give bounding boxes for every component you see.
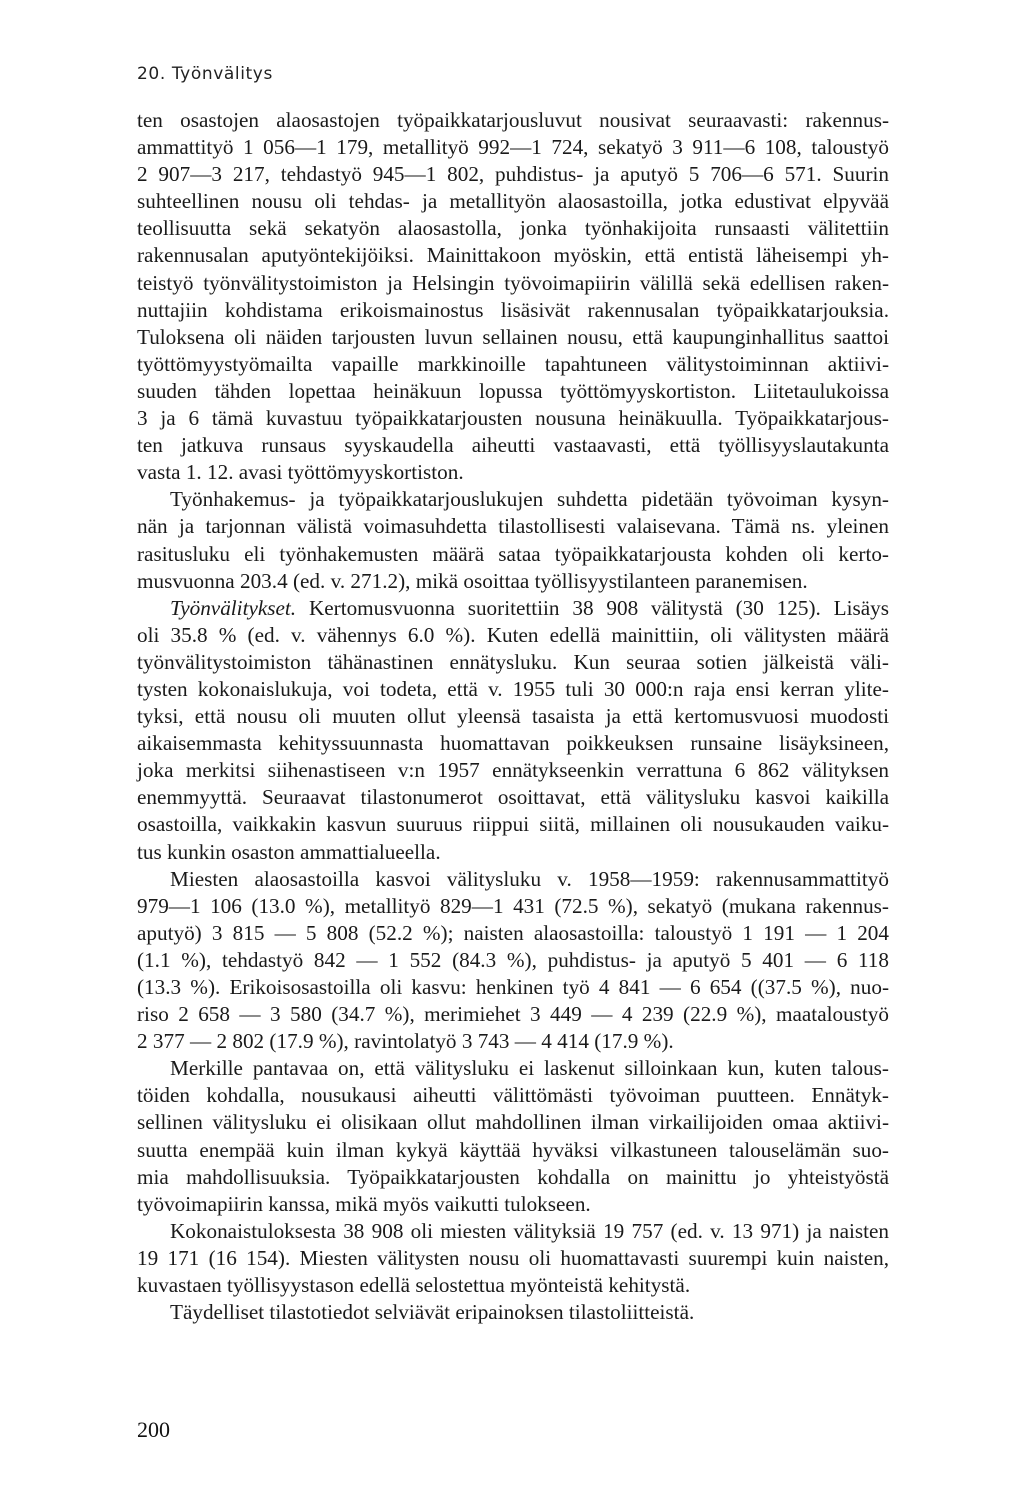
text-line: työnvälitystoimiston tähänastinen ennätysluku. Kun seuraa sotien jälkeistä väli- [137,649,889,674]
text-line: mia mahdollisuuksia. Työpaikkatarjousten kohdalla on mainittu jo yhteistyöstä [137,1164,889,1189]
text-line: vasta 1. 12. avasi työttömyyskortiston. [137,460,464,485]
text-line: oli 35.8 % (ed. v. vähennys 6.0 %). Kuten edellä mainittiin, oli välitysten määrä [137,622,889,647]
text-line: 3 ja 6 tämä kuvastuu työpaikkatarjousten nousuna heinäkuulla. Työpaikkatarjous- [137,406,889,431]
text-line: suhteellinen nousu oli tehdas- ja metallityön alaosastoilla, jotka edustivat elpyvää [137,189,889,214]
text-line: (1.1 %), tehdastyö 842 — 1 552 (84.3 %), puhdistus- ja aputyö 5 401 — 6 118 [137,947,889,972]
text-line: ten jatkuva runsaus syyskaudella aiheutti vastaavasti, että työllisyyslautakunta [137,433,889,458]
page-number: 200 [137,1417,170,1442]
text-line: 2 377 — 2 802 (17.9 %), ravintolatyö 3 743 — 4 414 (17.9 %). [137,1029,674,1054]
text-line: aikaisemmasta kehityssuunnasta huomattavan poikkeuksen runsaine lisäyksineen, [137,731,889,756]
text-line: Merkille pantavaa on, että välitysluku ei laskenut silloinkaan kun, kuten talous- [170,1056,889,1081]
text-line: Työnhakemus- ja työpaikkatarjouslukujen suhdetta pidetään työvoiman kysyn- [170,487,889,512]
text-line: Tuloksena oli näiden tarjousten luvun sellainen nousu, että kaupunginhallitus saattoi [137,324,889,349]
paragraph-3 [137,595,889,866]
paragraph-1 [137,107,889,486]
text-line: suutta enempää kuin ilman kykyä käyttää hyväksi vilkastuneen talouselämän suo- [137,1137,889,1162]
paragraph-7 [137,1299,889,1326]
text-line: ten osastojen alaosastojen työpaikkatarjousluvut nousivat seuraavasti: rakennus- [137,108,889,132]
text-line: tus kunkin osaston ammattialueella. [137,839,441,864]
text-line: 19 171 (16 154). Miesten välitysten nousu oli huomattavasti suurempi kuin naisten, [137,1245,889,1270]
text-line: osastoilla, vaikkakin kasvun suuruus riippui siitä, millainen oli nousukauden vaiku- [137,812,889,837]
text-line: Kokonaistuloksesta 38 908 oli miesten välityksiä 19 757 (ed. v. 13 971) ja naisten [170,1218,889,1243]
paragraph-4 [137,866,889,1056]
text-line: Täydelliset tilastotiedot selviävät eripainoksen tilastoliitteistä. [170,1300,695,1325]
text-line: Miesten alaosastoilla kasvoi välitysluku v. 1958—1959: rakennusammattityö [170,866,889,891]
text-line: enemmyyttä. Seuraavat tilastonumerot osoittavat, että välitysluku kasvoi kaikilla [137,785,889,810]
text-line: työttömyystyömailta vapaille markkinoille tapahtuneen välitystoiminnan aktiivi- [137,351,889,376]
text-line: rakennusalan aputyöntekijöiksi. Mainittakoon myöskin, että entistä läheisempi yh- [137,243,889,268]
text-line: joka merkitsi siihenastiseen v:n 1957 ennätykseenkin verrattuna 6 862 välityksen [137,758,889,783]
running-header: 20. Työnvälitys [137,64,273,84]
body-text [137,107,889,1326]
text-line: suuden tähden lopettaa heinäkuun lopussa työttömyyskortiston. Liitetaulukoissa [137,378,889,403]
text-line: teollisuutta sekä sekatyön alaosastolla, jonka työnhakijoita runsaasti välitettiin [137,216,889,241]
text-line: 2 907—3 217, tehdastyö 945—1 802, puhdistus- ja aputyö 5 706—6 571. Suurin [137,162,889,187]
text-line: rasitusluku eli työnhakemusten määrä sataa työpaikkatarjousta kohden oli kerto- [137,541,889,566]
section-lead-in: Työnvälitykset. [170,595,297,620]
text-line: ammattityö 1 056—1 179, metallityö 992—1 724, sekatyö 3 911—6 108, taloustyö [137,135,889,160]
text-line: Työnvälitykset. Kertomusvuonna suoritettiin 38 908 välitystä (30 125). Lisäys [170,595,889,620]
text-line: tysten kokonaislukuja, voi todeta, että v. 1955 tuli 30 000:n raja ensi kerran ylite- [137,676,889,701]
text-line: aputyö) 3 815 — 5 808 (52.2 %); naisten alaosastoilla: taloustyö 1 191 — 1 204 [137,920,889,945]
paragraph-5 [137,1055,889,1218]
text-line: töiden kohdalla, nousukausi aiheutti välittömästi työvoiman puutteen. Ennätyk- [137,1083,889,1108]
text-line: sellinen välitysluku ei olisikaan ollut mahdollinen ilman virkailijoiden omaa aktiivi- [137,1110,889,1135]
paragraph-2 [137,486,889,594]
text-line: musvuonna 203.4 (ed. v. 271.2), mikä osoittaa työllisyystilanteen paranemisen. [137,568,808,593]
text-line: nän ja tarjonnan välistä voimasuhdetta tilastollisesti valaisevana. Tämä ns. yleinen [137,514,889,539]
text-line: nuttajiin kohdistama erikoismainostus lisäsivät rakennusalan työpaikkatarjouksia. [137,297,889,322]
text-line: teistyö työnvälitystoimiston ja Helsingin työvoimapiirin välillä sekä edellisen raken- [137,270,889,295]
paragraph-6 [137,1218,889,1299]
text-line: tyksi, että nousu oli muuten ollut yleensä tasaista ja että kertomusvuosi muodosti [137,704,889,729]
text-line: 979—1 106 (13.0 %), metallityö 829—1 431 (72.5 %), sekatyö (mukana rakennus- [137,893,889,918]
text-line: riso 2 658 — 3 580 (34.7 %), merimiehet 3 449 — 4 239 (22.9 %), maataloustyö [137,1002,889,1027]
text-line: työvoimapiirin kanssa, mikä myös vaikutti tulokseen. [137,1191,591,1216]
text-line: kuvastaen työllisyystason edellä selostettua myönteistä kehitystä. [137,1273,691,1298]
text-line: (13.3 %). Erikoisosastoilla oli kasvu: henkinen työ 4 841 — 6 654 ((37.5 %), nuo- [137,975,889,999]
